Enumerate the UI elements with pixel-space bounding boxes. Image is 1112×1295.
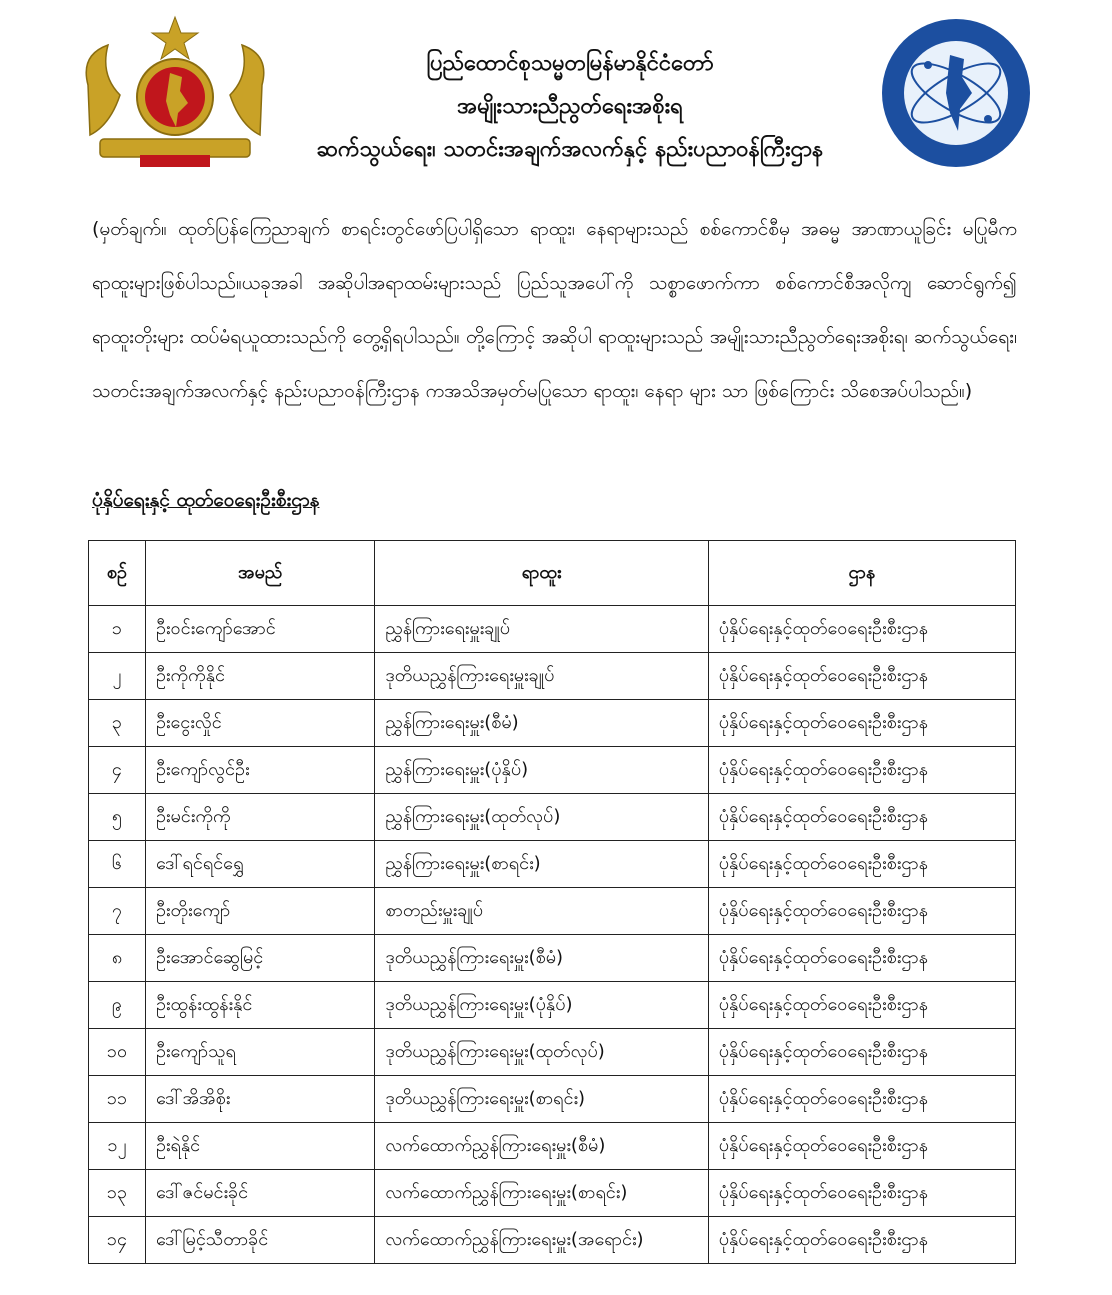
row-position: လက်ထောက်ညွှန်ကြားရေးမှူး(အရောင်း) xyxy=(375,1217,708,1264)
row-no: ၁ xyxy=(89,606,146,653)
table-row xyxy=(89,1029,1016,1076)
row-department: ပုံနှိပ်ရေးနှင့်ထုတ်ဝေရေးဦးစီးဌာန xyxy=(708,1076,1015,1123)
table-row xyxy=(89,841,1016,888)
table-row xyxy=(89,747,1016,794)
row-no: ၁၃ xyxy=(89,1170,146,1217)
row-no: ၇ xyxy=(89,888,146,935)
row-position: ဒုတိယညွှန်ကြားရေးမှူး(ပုံနှိပ်) xyxy=(375,982,708,1029)
row-name: ဦးကိုကိုနိုင် xyxy=(145,653,374,700)
letterhead xyxy=(0,0,1112,190)
section-title: ပုံနှိပ်ရေးနှင့် ထုတ်ဝေရေးဦးစီးဌာန xyxy=(92,489,320,511)
row-no: ၃ xyxy=(89,700,146,747)
letterhead-line-3: ဆက်သွယ်ရေး၊ သတင်းအချက်အလက်နှင့် နည်းပညာဝန်ကြီးဌာန xyxy=(316,137,824,162)
row-name: ဦးငွေးလှိုင် xyxy=(145,700,374,747)
state-seal-icon xyxy=(70,15,280,170)
table-row xyxy=(89,794,1016,841)
row-department: ပုံနှိပ်ရေးနှင့်ထုတ်ဝေရေးဦးစီးဌာန xyxy=(708,888,1015,935)
row-name: ဦးထွန်းထွန်းနိုင် xyxy=(145,982,374,1029)
row-no: ၂ xyxy=(89,653,146,700)
table-row xyxy=(89,982,1016,1029)
row-no: ၆ xyxy=(89,841,146,888)
letterhead-line-2: အမျိုးသားညီညွတ်ရေးအစိုးရ xyxy=(457,94,683,119)
row-position: လက်ထောက်ညွှန်ကြားရေးမှူး(စီမံ) xyxy=(375,1123,708,1170)
header-position: ရာထူး xyxy=(375,541,708,606)
table-row xyxy=(89,1170,1016,1217)
row-no: ၁၁ xyxy=(89,1076,146,1123)
table-row xyxy=(89,935,1016,982)
row-name: ဒေါ်အိအိစိုး xyxy=(145,1076,374,1123)
row-position: ညွှန်ကြားရေးမှူး(ထုတ်လုပ်) xyxy=(375,794,708,841)
row-department: ပုံနှိပ်ရေးနှင့်ထုတ်ဝေရေးဦးစီးဌာန xyxy=(708,841,1015,888)
header-no: စဉ် xyxy=(89,541,146,606)
row-position: ဒုတိယညွှန်ကြားရေးမှူးချုပ် xyxy=(375,653,708,700)
row-position: လက်ထောက်ညွှန်ကြားရေးမှူး(စာရင်း) xyxy=(375,1170,708,1217)
table-row xyxy=(89,653,1016,700)
row-name: ဦးဝင်းကျော်အောင် xyxy=(145,606,374,653)
table-header-row xyxy=(89,541,1016,606)
row-department: ပုံနှိပ်ရေးနှင့်ထုတ်ဝေရေးဦးစီးဌာန xyxy=(708,794,1015,841)
row-no: ၁၂ xyxy=(89,1123,146,1170)
row-department: ပုံနှိပ်ရေးနှင့်ထုတ်ဝေရေးဦးစီးဌာန xyxy=(708,606,1015,653)
header-department: ဌာန xyxy=(708,541,1015,606)
row-name: ဒေါ်ဇင်မင်းခိုင် xyxy=(145,1170,374,1217)
row-name: ဒေါ်မြင့်သီတာခိုင် xyxy=(145,1217,374,1264)
row-department: ပုံနှိပ်ရေးနှင့်ထုတ်ဝေရေးဦးစီးဌာန xyxy=(708,935,1015,982)
row-name: ဦးကျော်လွင်ဦး xyxy=(145,747,374,794)
row-no: ၉ xyxy=(89,982,146,1029)
letterhead-line-1: ပြည်ထောင်စုသမ္မတမြန်မာနိုင်ငံတော် xyxy=(426,51,714,76)
row-department: ပုံနှိပ်ရေးနှင့်ထုတ်ဝေရေးဦးစီးဌာန xyxy=(708,982,1015,1029)
row-position: ဒုတိယညွှန်ကြားရေးမှူး(ထုတ်လုပ်) xyxy=(375,1029,708,1076)
row-name: ဦးမင်းကိုကို xyxy=(145,794,374,841)
row-position: ညွှန်ကြားရေးမှူး(စီမံ) xyxy=(375,700,708,747)
row-department: ပုံနှိပ်ရေးနှင့်ထုတ်ဝေရေးဦးစီးဌာန xyxy=(708,700,1015,747)
row-department: ပုံနှိပ်ရေးနှင့်ထုတ်ဝေရေးဦးစီးဌာန xyxy=(708,1029,1015,1076)
ministry-logo-icon xyxy=(868,15,1043,170)
row-name: ဦးအောင်ဆွေမြင့် xyxy=(145,935,374,982)
row-position: ဒုတိယညွှန်ကြားရေးမှူး(စာရင်း) xyxy=(375,1076,708,1123)
row-position: ညွှန်ကြားရေးမှူး(ပုံနှိပ်) xyxy=(375,747,708,794)
row-position: ညွှန်ကြားရေးမှူး(စာရင်း) xyxy=(375,841,708,888)
table-row xyxy=(89,700,1016,747)
row-department: ပုံနှိပ်ရေးနှင့်ထုတ်ဝေရေးဦးစီးဌာန xyxy=(708,747,1015,794)
row-department: ပုံနှိပ်ရေးနှင့်ထုတ်ဝေရေးဦးစီးဌာန xyxy=(708,1170,1015,1217)
row-position: ညွှန်ကြားရေးမှူးချုပ် xyxy=(375,606,708,653)
table-row xyxy=(89,1076,1016,1123)
row-name: ဦးရဲနိုင် xyxy=(145,1123,374,1170)
row-name: ဒေါ်ရင်ရင်ရွှေ xyxy=(145,841,374,888)
table-row xyxy=(89,888,1016,935)
row-no: ၁၄ xyxy=(89,1217,146,1264)
row-no: ၄ xyxy=(89,747,146,794)
row-no: ၈ xyxy=(89,935,146,982)
row-no: ၁၀ xyxy=(89,1029,146,1076)
notice-paragraph: (မှတ်ချက်။ ထုတ်ပြန်ကြေညာချက် စာရင်းတွင်ဖော်ပြပါရှိသော ရာထူး၊ နေရာများသည် စစ်ကောင်စီမှ အဓမ္မ အာဏာယူခြင်း မပြုမီက ရာထူးများဖြစ်ပါသည်။ယခုအခါ အဆိုပါအရာထမ်းများသည် ပြည်သူအပေါ်ကို သစ္စာဖောက်ကာ စစ်ကောင်စီအလိုကျ ဆောင်ရွက်၍ ရာထူးတိုးများ ထပ်မံရယူထားသည်ကို တွေ့ရှိရပါသည်။ တို့ကြောင့် အဆိုပါ ရာထူးများသည် အမျိုးသားညီညွတ်ရေးအစိုးရ၊ ဆက်သွယ်ရေး၊ သတင်းအချက်အလက်နှင့် နည်းပညာဝန်ကြီးဌာန ကအသိအမှတ်မပြုသော ရာထူး၊ နေရာ များ သာ ဖြစ်ကြောင်း သိစေအပ်ပါသည်။) xyxy=(92,218,1017,402)
staff-table xyxy=(88,540,1016,1264)
table-row xyxy=(89,606,1016,653)
table-row xyxy=(89,1123,1016,1170)
header-name: အမည် xyxy=(145,541,374,606)
row-name: ဦးတိုးကျော် xyxy=(145,888,374,935)
letterhead-titles xyxy=(280,42,860,171)
table-row xyxy=(89,1217,1016,1264)
row-department: ပုံနှိပ်ရေးနှင့်ထုတ်ဝေရေးဦးစီးဌာန xyxy=(708,1217,1015,1264)
row-position: ဒုတိယညွှန်ကြားရေးမှူး(စီမံ) xyxy=(375,935,708,982)
row-department: ပုံနှိပ်ရေးနှင့်ထုတ်ဝေရေးဦးစီးဌာန xyxy=(708,1123,1015,1170)
row-name: ဦးကျော်သူရ xyxy=(145,1029,374,1076)
row-department: ပုံနှိပ်ရေးနှင့်ထုတ်ဝေရေးဦးစီးဌာန xyxy=(708,653,1015,700)
row-no: ၅ xyxy=(89,794,146,841)
row-position: စာတည်းမှူးချုပ် xyxy=(375,888,708,935)
